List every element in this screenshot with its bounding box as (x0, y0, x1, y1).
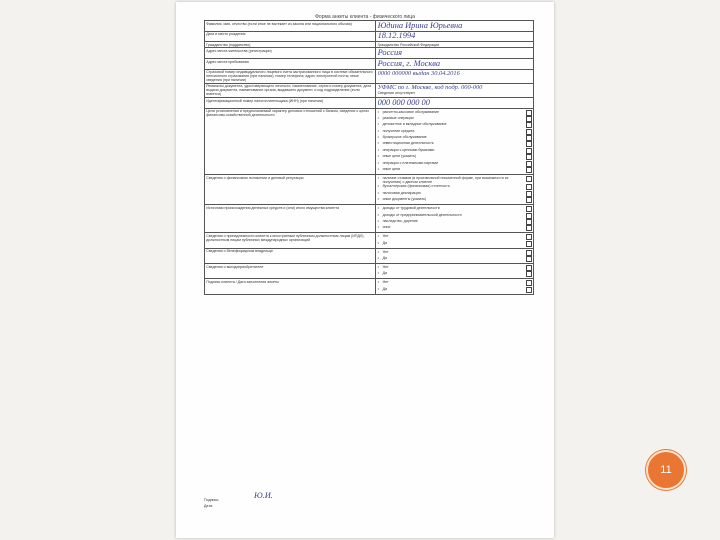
bullet-icon: • (377, 212, 379, 217)
row-question: Адрес места жительства (регистрации) (205, 48, 376, 59)
option-item (378, 148, 532, 154)
row-question: Сведения о бенефициарном владельце (205, 248, 376, 263)
row-question: Сведения о выгодоприобретателе (205, 264, 376, 279)
option-label: получение кредита (382, 128, 415, 133)
checkbox[interactable] (526, 280, 532, 286)
handwritten-entry: 0000 000000 выдан 30.04.2016 (377, 70, 460, 78)
option-item (378, 225, 532, 231)
row-question: Источники происхождения денежных средств и (или) иного имущества клиента (205, 205, 376, 233)
checkbox[interactable] (526, 148, 532, 154)
option-item (378, 219, 532, 225)
bullet-icon: • (377, 234, 379, 239)
option-item (378, 161, 532, 167)
option-item (378, 213, 532, 219)
row-answer (376, 58, 533, 69)
option-label: Да (382, 286, 387, 291)
bullet-icon: • (377, 128, 379, 133)
option-item (378, 176, 532, 184)
checkbox[interactable] (526, 287, 532, 293)
form-row (205, 83, 534, 97)
checkbox[interactable] (526, 213, 532, 219)
form-table (204, 20, 534, 295)
option-label: иные цели (указать) (382, 154, 417, 159)
row-question: Идентификационный номер налогоплательщика (ИНН) (при наличии) (205, 97, 376, 108)
option-label: доходы от предпринимательской деятельности (382, 212, 462, 217)
bullet-icon: • (377, 256, 379, 261)
option-item (378, 265, 532, 271)
row-answer (376, 83, 533, 97)
option-item (378, 154, 532, 160)
handwritten-entry: 18.12.1994 (377, 31, 416, 41)
option-label: операции с ценными бумагами (382, 147, 435, 152)
date-label: Дата: (204, 504, 213, 508)
checkbox[interactable] (526, 141, 532, 147)
option-label: разовые операции (382, 115, 414, 120)
row-answer (376, 108, 533, 174)
checkbox[interactable] (526, 197, 532, 203)
checkbox[interactable] (526, 265, 532, 271)
checkbox[interactable] (526, 167, 532, 173)
form-row (205, 264, 534, 279)
option-label: Да (382, 256, 387, 261)
bullet-icon: • (377, 147, 379, 152)
handwritten-entry: Юдина Ирина Юрьевна (377, 20, 463, 30)
bullet-icon: • (377, 280, 379, 285)
option-label: наследство, дарение (382, 218, 418, 223)
row-question: Фамилия, имя, отчество (если иное не вытекает из закона или национального обычая) (205, 21, 376, 32)
checkbox[interactable] (526, 110, 532, 116)
form-row (205, 175, 534, 205)
checkbox[interactable] (526, 129, 532, 135)
option-label: Нет (382, 234, 389, 239)
bullet-icon: • (377, 115, 379, 120)
form-row (205, 248, 534, 263)
row-question: Адрес места пребывания (205, 58, 376, 69)
row-question: Подпись клиента / Дата заполнения анкеты (205, 279, 376, 294)
form-row (205, 31, 534, 42)
form-row (205, 279, 534, 294)
checkbox[interactable] (526, 154, 532, 160)
checkbox[interactable] (526, 184, 532, 190)
option-item (378, 184, 532, 190)
option-item (378, 256, 532, 262)
handwritten-entry: 000 000 000 00 (377, 97, 430, 107)
row-question: Дата и место рождения (205, 31, 376, 42)
checkbox[interactable] (526, 241, 532, 247)
option-label: иные цели (382, 167, 401, 172)
signature-area (204, 491, 404, 510)
bullet-icon: • (377, 167, 379, 172)
row-question: Цели установления и предполагаемый характер деловых отношений с банком, сведения о целях финансово-хозяйственной деятельности (205, 108, 376, 174)
checkbox[interactable] (526, 206, 532, 212)
form-row (205, 69, 534, 83)
form-row (205, 48, 534, 59)
bullet-icon: • (377, 141, 379, 146)
row-question: Сведения о принадлежности клиента к иностранным публичным должностным лицам (ИПДЛ), должностным лицам публичных международных организаций (205, 233, 376, 248)
option-item (378, 129, 532, 135)
bullet-icon: • (377, 154, 379, 159)
option-item (378, 191, 532, 197)
option-label: операции с платежными картами (382, 160, 438, 165)
option-label: расчетно-кассовое обслуживание (382, 109, 440, 114)
option-item (378, 122, 532, 128)
checkbox[interactable] (526, 219, 532, 225)
option-item (378, 271, 532, 277)
option-item (378, 197, 532, 203)
handwritten-entry: Россия, г. Москва (377, 58, 441, 68)
row-answer (376, 69, 533, 83)
printed-answer: Сведения отсутствуют (377, 91, 416, 96)
row-answer (376, 264, 533, 279)
option-item (378, 135, 532, 141)
option-label: иное (382, 225, 391, 230)
option-item (378, 116, 532, 122)
signature-mark: Ю.И. (254, 491, 273, 500)
row-question: Реквизиты документа, удостоверяющего личность: наименование, серия и номер документа, дата выдачи документа, наименование органа, выдавшего документ, и код подразделения (если имеется) (205, 83, 376, 97)
bullet-icon: • (377, 225, 379, 230)
document-page (176, 2, 554, 538)
option-item (378, 234, 532, 240)
checkbox[interactable] (526, 176, 532, 182)
row-answer (376, 175, 533, 205)
row-answer (376, 48, 533, 59)
row-question: Сведения о финансовом положении и деловой репутации (205, 175, 376, 205)
bullet-icon: • (377, 265, 379, 269)
option-label: наличие отзывов (в произвольной письменной форме, при возможности их получения) о данном клиенте (382, 176, 509, 184)
option-label: доходы от трудовой деятельности (382, 206, 440, 211)
form-row (205, 233, 534, 248)
option-label: налоговая декларация (382, 190, 421, 195)
checkbox[interactable] (526, 256, 532, 262)
option-item (378, 280, 532, 286)
option-item (378, 167, 532, 173)
row-answer (376, 233, 533, 248)
option-label: иные документы (указать) (382, 197, 427, 202)
option-item (378, 141, 532, 147)
form-row (205, 21, 534, 32)
bullet-icon: • (377, 197, 379, 202)
bullet-icon: • (377, 218, 379, 223)
option-label: Да (382, 240, 387, 245)
row-answer (376, 31, 533, 42)
checkbox[interactable] (526, 135, 532, 141)
bullet-icon: • (377, 286, 379, 291)
page-number-badge: 11 (646, 450, 686, 490)
row-answer (376, 248, 533, 263)
checkbox[interactable] (526, 161, 532, 167)
bullet-icon: • (377, 176, 379, 180)
bullet-icon: • (377, 190, 379, 195)
row-answer (376, 279, 533, 294)
checkbox[interactable] (526, 191, 532, 197)
option-label: инвестиционная деятельность (382, 141, 434, 146)
option-label: Нет (382, 265, 389, 269)
checkbox[interactable] (526, 271, 532, 277)
form-row (205, 108, 534, 174)
checkbox[interactable] (526, 234, 532, 240)
form-row (205, 97, 534, 108)
checkbox[interactable] (526, 122, 532, 128)
signature-label: Подпись: (204, 498, 220, 502)
option-item (378, 206, 532, 212)
form-row (205, 205, 534, 233)
form-row (205, 58, 534, 69)
row-answer (376, 97, 533, 108)
bullet-icon: • (377, 249, 379, 254)
option-item (378, 287, 532, 293)
checkbox[interactable] (526, 250, 532, 256)
option-label: депозитное и вкладное обслуживание (382, 122, 447, 127)
option-label: бухгалтерская (финансовая) отчетность (382, 184, 450, 189)
option-item (378, 250, 532, 256)
row-question: Страховой номер индивидуального лицевого счета застрахованного лица в системе обязательного пенсионного страхования (при наличии); номер телефона; адрес электронной почты; иные сведения (при наличии) (205, 69, 376, 83)
checkbox[interactable] (526, 116, 532, 122)
bullet-icon: • (377, 184, 379, 189)
row-answer (376, 205, 533, 233)
form-title: Форма анкеты клиента - физического лица (315, 14, 415, 20)
option-label: Нет (382, 249, 389, 254)
option-item (378, 110, 532, 116)
bullet-icon: • (377, 240, 379, 245)
bullet-icon: • (377, 160, 379, 165)
option-item (378, 241, 532, 247)
bullet-icon: • (377, 109, 379, 114)
row-answer (376, 21, 533, 32)
option-label: брокерское обслуживание (382, 135, 427, 140)
bullet-icon: • (377, 206, 379, 211)
bullet-icon: • (377, 135, 379, 140)
option-label: Да (382, 271, 387, 276)
printed-answer: Гражданство Российской Федерации (377, 42, 440, 47)
row-question: Гражданство (подданство) (205, 42, 376, 48)
handwritten-entry: Россия (377, 47, 403, 57)
bullet-icon: • (377, 122, 379, 127)
option-label: Нет (382, 280, 389, 285)
handwritten-entry: УФМС по г. Москве, код подр. 000-000 (377, 84, 483, 92)
bullet-icon: • (377, 271, 379, 276)
checkbox[interactable] (526, 225, 532, 231)
